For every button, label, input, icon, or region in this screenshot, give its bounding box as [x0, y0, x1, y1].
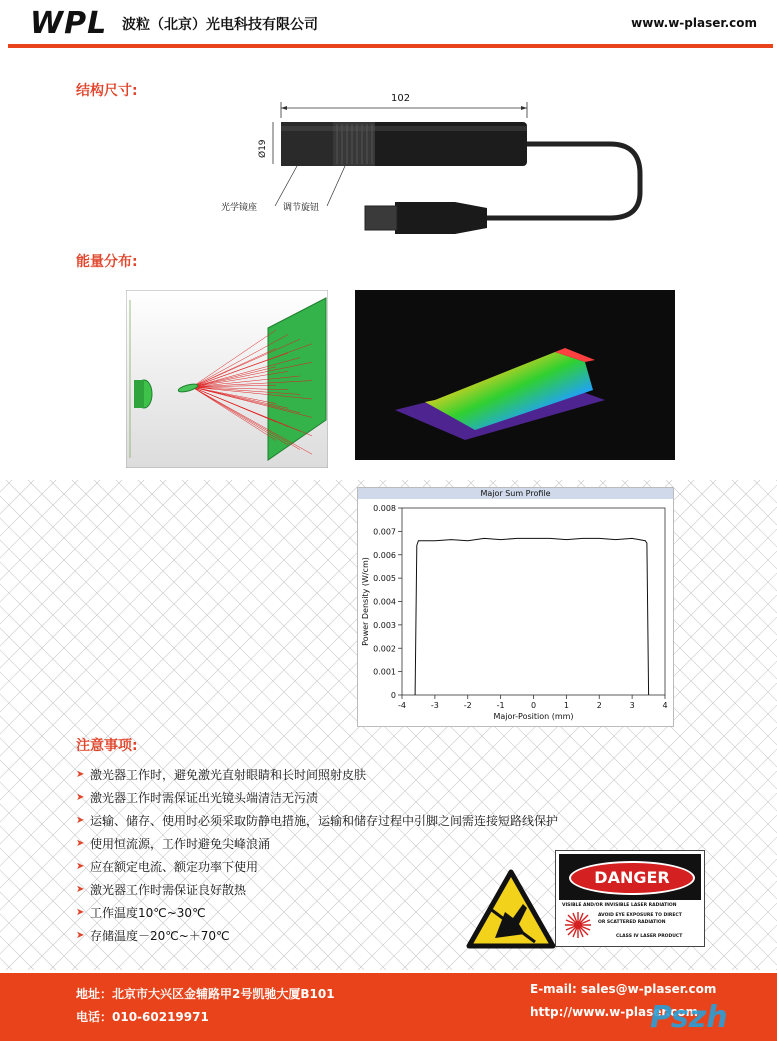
esd-warning-icon [465, 868, 557, 950]
y-tick-label: 0 [390, 691, 396, 700]
y-tick-label: 0.008 [373, 504, 396, 513]
dimension-diameter: Ø19 [258, 139, 268, 158]
dimension-length: 102 [391, 93, 411, 104]
note-text: 使用恒流源，工作时避免尖峰浪涌 [90, 837, 271, 851]
chart-plot [358, 499, 673, 726]
note-item [76, 809, 636, 832]
danger-line-1: VISIBLE AND/OR INVISIBLE LASER RADIATION [562, 903, 677, 908]
label-adjust-knob: 调节旋钮 [283, 203, 320, 213]
chart-title: Major Sum Profile [358, 488, 673, 499]
y-tick-label: 0.006 [373, 550, 396, 560]
danger-line-4: CLASS IV LASER PRODUCT [616, 934, 683, 939]
series-line [415, 538, 648, 695]
bullet-arrow-icon: ➤ [76, 861, 85, 872]
header-divider [8, 44, 773, 48]
y-tick-label: 0.004 [373, 597, 396, 607]
y-axis-label: Power Density (W/cm) [361, 557, 370, 646]
company-logo: WPL [30, 6, 108, 41]
plot-frame [402, 508, 665, 695]
bullet-arrow-icon: ➤ [76, 930, 85, 941]
watermark-logo: Pszh [650, 1000, 728, 1035]
bullet-arrow-icon: ➤ [76, 815, 85, 826]
note-text: 激光器工作时需保证良好散热 [90, 883, 247, 897]
x-tick-label: 4 [662, 701, 668, 710]
y-tick-label: 0.001 [373, 667, 396, 677]
footer-email[interactable]: E-mail: sales@w-plaser.com [530, 982, 717, 996]
laser-starburst-icon [564, 911, 592, 939]
x-axis-label: Major-Position (mm) [493, 712, 574, 721]
x-tick-label: -2 [463, 701, 472, 710]
x-tick-label: 1 [563, 701, 569, 710]
x-tick-label: -1 [496, 701, 505, 710]
note-text: 激光器工作时需保证出光镜头端清洁无污渍 [90, 791, 319, 805]
note-text: 存储温度－20℃~＋70℃ [90, 929, 230, 943]
danger-word: DANGER [569, 861, 695, 895]
note-text: 运输、储存、使用时必须采取防静电措施，运输和储存过程中引脚之间需连接短路线保护 [90, 814, 559, 828]
note-text: 应在额定电流、额定功率下使用 [90, 860, 259, 874]
company-name: 波粒（北京）光电科技有限公司 [122, 17, 318, 33]
bullet-arrow-icon: ➤ [76, 907, 85, 918]
x-tick-label: 0 [530, 701, 537, 710]
section-title-structure: 结构尺寸: [76, 83, 138, 99]
x-tick-label: 3 [629, 701, 635, 710]
bullet-arrow-icon: ➤ [76, 769, 85, 780]
note-item [76, 786, 636, 809]
beam-profile-3d [355, 290, 675, 460]
laser-module-drawing [215, 88, 655, 248]
note-item [76, 832, 636, 855]
bullet-arrow-icon: ➤ [76, 838, 85, 849]
danger-laser-label [555, 850, 705, 947]
bullet-arrow-icon: ➤ [76, 792, 85, 803]
page-header [0, 0, 777, 52]
footer-address: 地址：北京市大兴区金辅路甲2号凯驰大厦B101 [76, 987, 335, 1001]
danger-line-3: OR SCATTERED RADIATION [598, 920, 666, 925]
major-sum-profile-chart [357, 487, 674, 727]
note-text: 工作温度10℃~30℃ [90, 906, 206, 920]
y-tick-label: 0.007 [373, 527, 396, 537]
y-tick-label: 0.002 [373, 644, 396, 654]
x-tick-label: -4 [398, 701, 406, 710]
note-text: 激光器工作时，避免激光直射眼睛和长时间照射皮肤 [90, 768, 367, 782]
y-tick-label: 0.003 [373, 620, 396, 630]
x-tick-label: 2 [596, 701, 602, 710]
footer-url[interactable]: http://www.w-plaser.com [530, 1005, 698, 1019]
section-title-energy: 能量分布: [76, 254, 138, 270]
note-item [76, 763, 636, 786]
section-title-notes: 注意事项: [76, 738, 138, 754]
bullet-arrow-icon: ➤ [76, 884, 85, 895]
danger-line-2: AVOID EYE EXPOSURE TO DIRECT [598, 913, 682, 918]
ray-trace-illustration [126, 290, 328, 468]
label-optical-mount: 光学镜座 [221, 203, 258, 213]
header-website[interactable]: www.w-plaser.com [631, 16, 757, 30]
y-tick-label: 0.005 [373, 574, 396, 584]
x-tick-label: -3 [430, 701, 439, 710]
footer-phone: 电话：010-60219971 [76, 1010, 209, 1024]
